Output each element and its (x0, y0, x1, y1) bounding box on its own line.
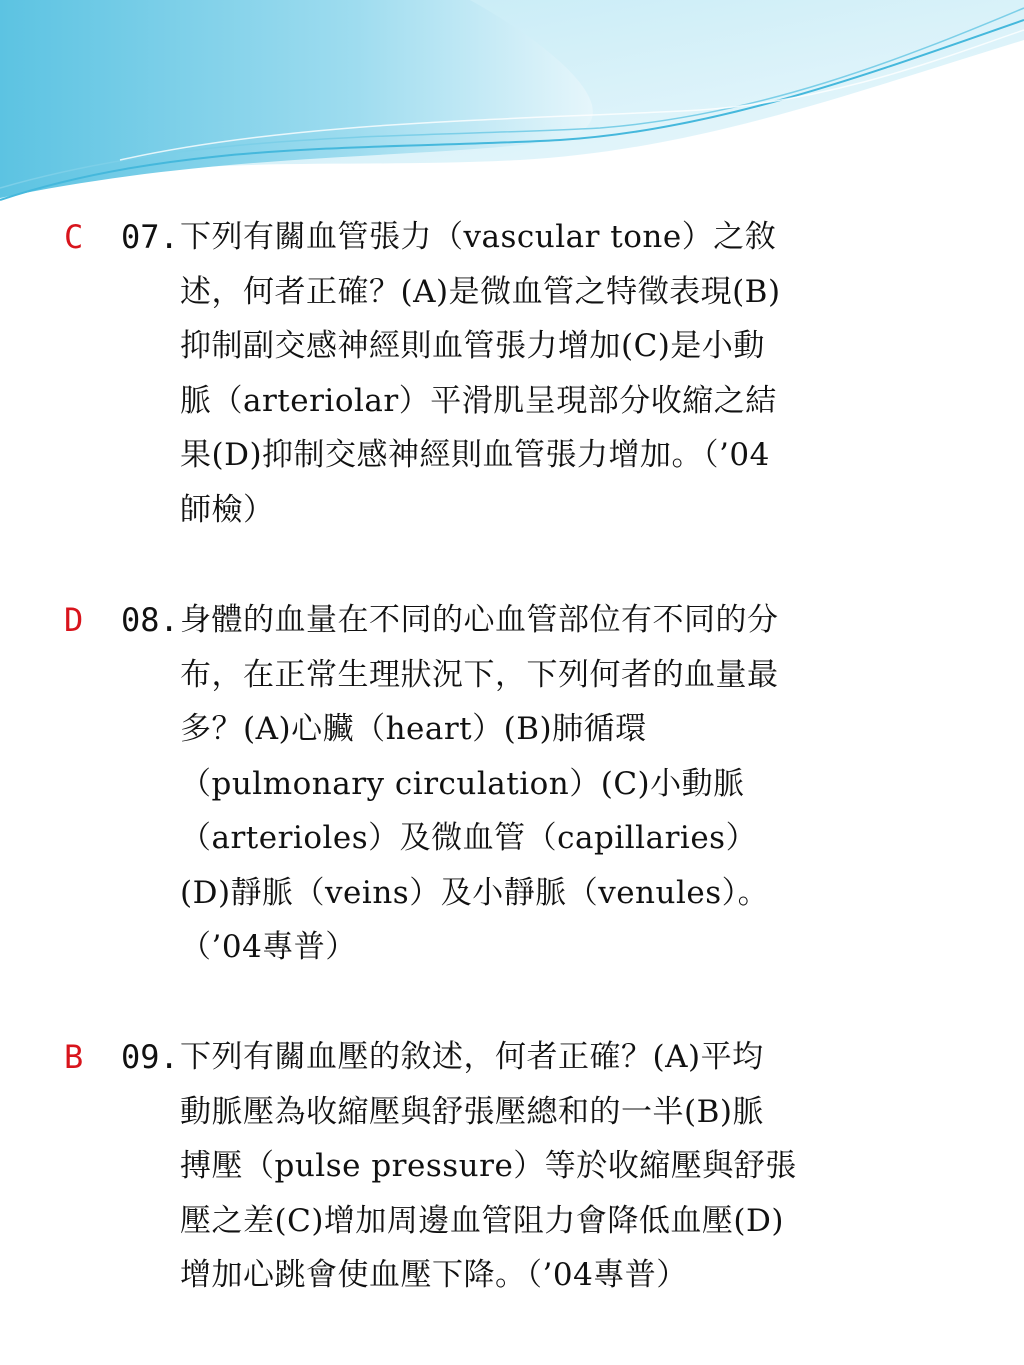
question-number: 07. (121, 218, 179, 256)
question-line: 搏壓（pulse pressure）等於收縮壓與舒張 (180, 1148, 797, 1184)
question-line: 多？(A)心臟（heart）(B)肺循環 (180, 711, 647, 747)
answer-key: B (64, 1038, 84, 1076)
question-line: 果(D)抑制交感神經則血管張力增加。（’04 (180, 437, 770, 473)
wave-banner-icon (0, 0, 1024, 210)
question-line: 增加心跳會使血壓下降。（’04專普） (180, 1257, 688, 1293)
question-line: 師檢） (180, 491, 275, 528)
question-line: 壓之差(C)增加周邊血管阻力會降低血壓(D) (180, 1202, 784, 1239)
answer-key: D (64, 601, 84, 639)
question-text (180, 593, 910, 975)
question-line: 下列有關血壓的敘述，何者正確？(A)平均 (180, 1039, 764, 1075)
question-line: 下列有關血管張力（vascular tone）之敘 (180, 219, 777, 255)
question-text (180, 1030, 910, 1303)
question-line: 動脈壓為收縮壓與舒張壓總和的一半(B)脈 (180, 1093, 764, 1130)
answer-key: C (64, 218, 84, 256)
question-line: （pulmonary circulation）(C)小動脈 (180, 765, 745, 802)
question-number: 08. (121, 601, 179, 639)
question-line: （’04專普） (180, 929, 357, 965)
question-line: (D)靜脈（veins）及小靜脈（venules）。 (180, 874, 770, 911)
question-number: 09. (121, 1038, 179, 1076)
question-line: （arterioles）及微血管（capillaries） (180, 820, 758, 856)
question-line: 抑制副交感神經則血管張力增加(C)是小動 (180, 328, 765, 364)
question-line: 布，在正常生理狀況下，下列何者的血量最 (180, 656, 779, 693)
question-line: 述，何者正確？(A)是微血管之特徵表現(B) (180, 273, 781, 310)
question-line: 脈（arteriolar）平滑肌呈現部分收縮之結 (180, 382, 777, 419)
question-line: 身體的血量在不同的心血管部位有不同的分 (180, 602, 779, 638)
question-text (180, 210, 910, 537)
